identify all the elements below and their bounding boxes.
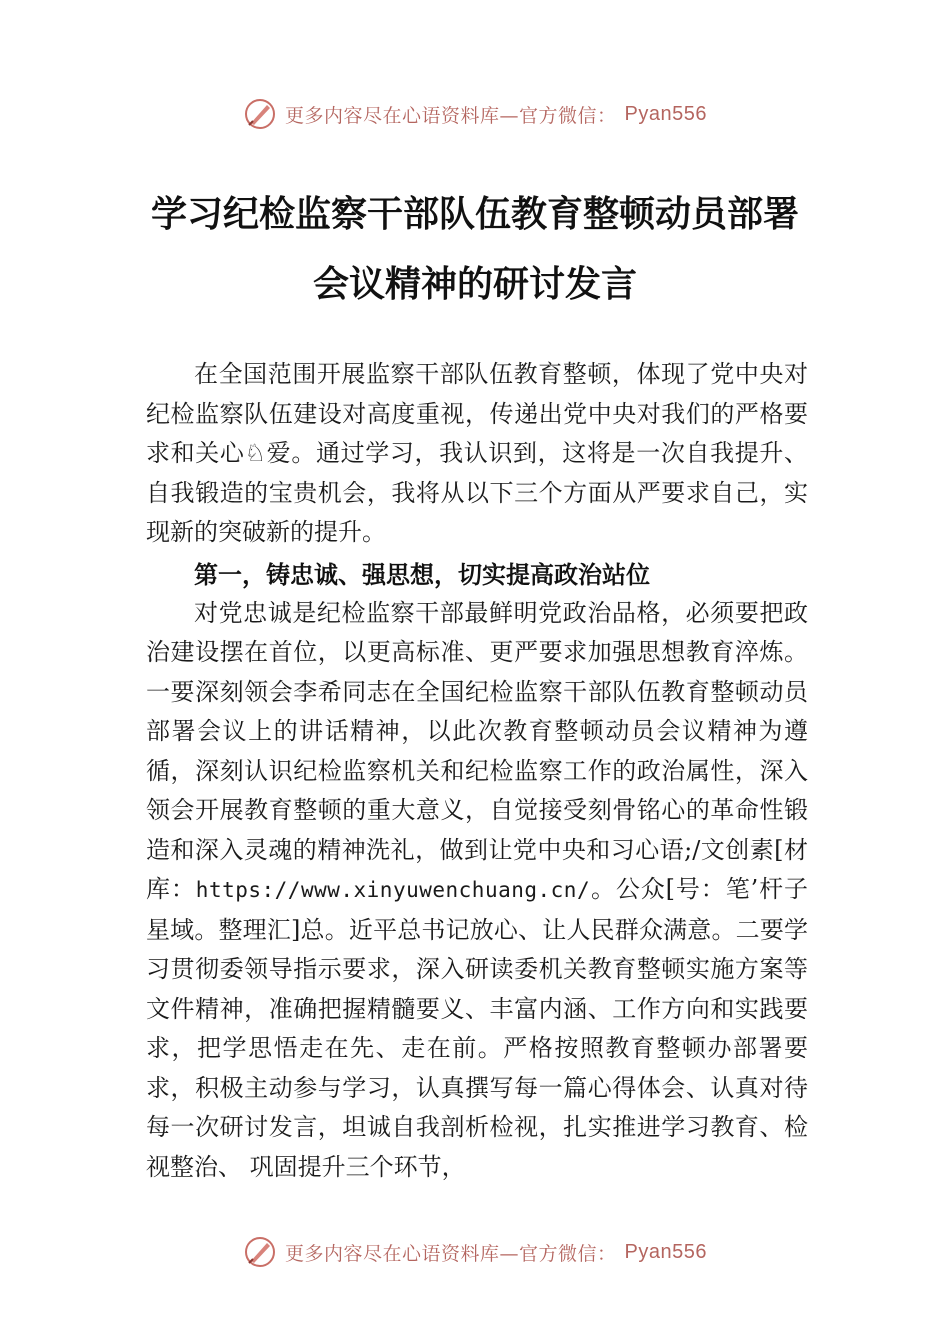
document-body: [146, 355, 808, 1187]
intro-paragraph: 在全国范围开展监察干部队伍教育整顿，体现了党中央对纪检监察队伍建设对高度重视，传递出党中央对我们的严格要求和关心♘爱。通过学习，我认识到，这将是一次自我提升、自我锻造的宝贵机会，我将从以下三个方面从严要求自己，实现新的突破新的提升。: [146, 360, 808, 546]
source-url: https://www.xinyuwenchuang.cn/: [195, 878, 591, 902]
title-line-1: 学习纪检监察干部队伍教育整顿动员部署: [150, 194, 799, 235]
watermark-header: [0, 94, 950, 134]
title-line-2: 会议精神的研讨发言: [312, 264, 637, 305]
quill-seal-icon: [243, 97, 277, 131]
quill-seal-icon: [243, 1235, 277, 1269]
section-1-heading: 第一，铸忠诚、强思想，切实提高政治站位: [194, 560, 650, 589]
watermark-code: Pyan556: [624, 1240, 707, 1263]
section-1-text-a: 对党忠诚是纪检监察干部最鲜明党政治品格，必须要把政治建设摆在首位，以更高标准、更严要求加强思想教育淬炼。一要深刻领会李希同志在全国纪检监察干部队伍教育整顿动员部署会议上的讲话精神，以此次教育整顿动员会议精神为遵循，深刻认识纪检监察机关和纪检监察工作的政治属性，深入领会开展教育整顿的重大意义，自觉接受刻骨铭心的革命性锻造和深入灵魂的精神洗礼，做到让党中央和习心语;/文创素[材库：: [146, 598, 808, 903]
section-1-text-b: 。公众[号：笔’杆子星域。整理汇]总。近平总书记放心、让人民群众满意。二要学习贯彻委领导指示要求，深入研读委机关教育整顿实施方案等文件精神，准确把握精髓要义、丰富内涵、工作方向和实践要求，把学思悟走在先、走在前。严格按照教育整顿办部署要求，积极主动参与学习，认真撰写每一篇心得体会、认真对待每一次研讨发言，坦诚自我剖析检视，扎实推进学习教育、检视整治、 巩固提升三个环节，: [146, 875, 809, 1181]
section-1-paragraph: [146, 594, 808, 1188]
watermark-text: 更多内容尽在心语资料库—官方微信：: [285, 1242, 617, 1265]
watermark-code: Pyan556: [624, 102, 707, 125]
watermark-text: 更多内容尽在心语资料库—官方微信：: [285, 104, 617, 127]
watermark-footer: [0, 1232, 950, 1272]
